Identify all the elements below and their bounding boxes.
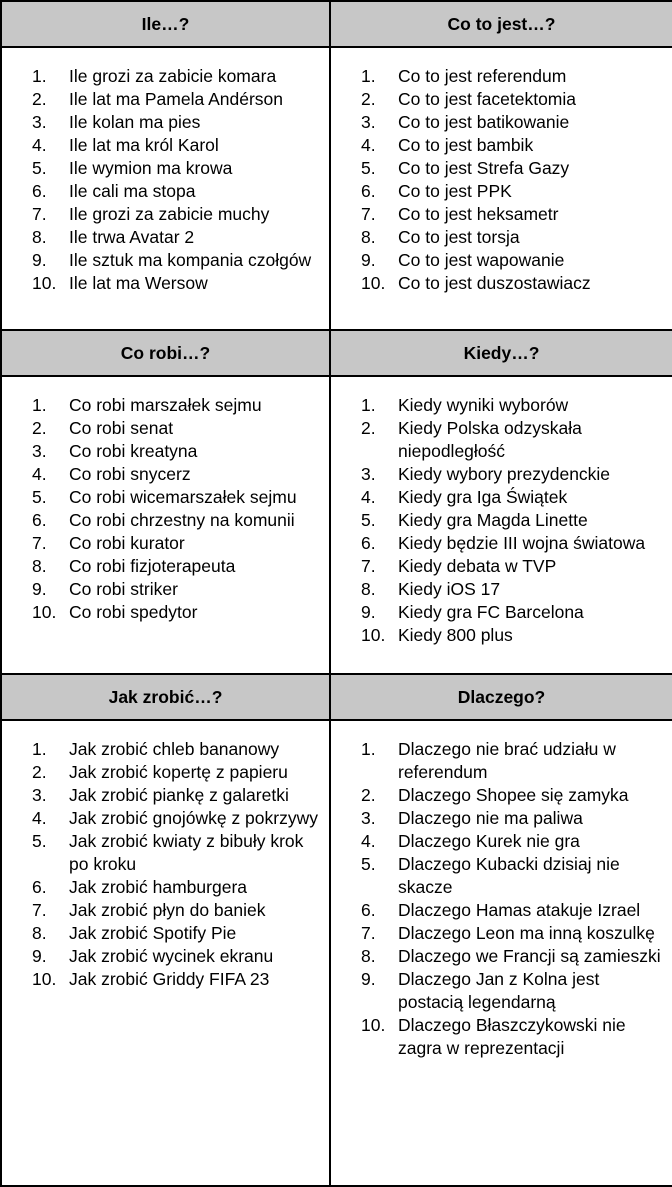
list-item	[2, 134, 329, 157]
list-item	[2, 830, 329, 876]
item-text: Kiedy Polska odzyskała niepodległość	[398, 418, 582, 461]
item-number: 3.	[32, 112, 47, 132]
item-text: Co to jest bambik	[398, 135, 534, 155]
item-text: Kiedy gra Iga Świątek	[398, 487, 568, 507]
item-number: 1.	[361, 739, 376, 759]
item-number: 7.	[32, 533, 47, 553]
item-number: 4.	[361, 831, 376, 851]
item-number: 7.	[361, 923, 376, 943]
item-number: 10.	[32, 969, 57, 989]
item-text: Jak zrobić chleb bananowy	[69, 739, 280, 759]
section-cell	[330, 720, 672, 1186]
item-text: Ile wymion ma krowa	[69, 158, 233, 178]
list-item	[331, 578, 672, 601]
item-text: Co to jest torsja	[398, 227, 520, 247]
item-number: 10.	[32, 602, 57, 622]
list-item	[331, 180, 672, 203]
item-text: Co to jest duszostawiacz	[398, 273, 591, 293]
item-text: Ile sztuk ma kompania czołgów	[69, 250, 312, 270]
item-text: Dlaczego Shopee się zamyka	[398, 785, 629, 805]
item-number: 10.	[361, 1015, 386, 1035]
item-text: Dlaczego Hamas atakuje Izrael	[398, 900, 641, 920]
list-item	[2, 180, 329, 203]
item-number: 7.	[32, 204, 47, 224]
item-number: 4.	[32, 135, 47, 155]
list-item	[331, 486, 672, 509]
item-text: Dlaczego Jan z Kolna jest postacią legendarną	[398, 969, 600, 1012]
item-text: Dlaczego Kubacki dzisiaj nie skacze	[398, 854, 620, 897]
item-number: 5.	[32, 487, 47, 507]
list-item	[2, 417, 329, 440]
item-text: Ile trwa Avatar 2	[69, 227, 195, 247]
item-text: Co to jest wapowanie	[398, 250, 565, 270]
item-number: 10.	[361, 625, 386, 645]
item-text: Kiedy iOS 17	[398, 579, 501, 599]
list-item	[331, 88, 672, 111]
item-text: Dlaczego Kurek nie gra	[398, 831, 580, 851]
item-text: Co robi striker	[69, 579, 178, 599]
list-item	[2, 601, 329, 624]
section-header: Co to jest…?	[330, 1, 672, 47]
list-item	[331, 532, 672, 555]
list-item	[331, 394, 672, 417]
item-number: 9.	[361, 250, 376, 270]
section-cell	[1, 47, 330, 330]
section-cell	[1, 376, 330, 674]
list-item	[2, 532, 329, 555]
list-item	[2, 440, 329, 463]
list-item	[331, 157, 672, 180]
item-number: 10.	[361, 273, 386, 293]
item-number: 4.	[361, 487, 376, 507]
item-number: 7.	[361, 556, 376, 576]
list-item	[331, 111, 672, 134]
list-item	[331, 249, 672, 272]
item-number: 1.	[32, 395, 47, 415]
item-text: Co robi snycerz	[69, 464, 191, 484]
item-number: 5.	[32, 158, 47, 178]
item-text: Jak zrobić Griddy FIFA 23	[69, 969, 270, 989]
item-text: Ile grozi za zabicie komara	[69, 66, 277, 86]
item-text: Jak zrobić Spotify Pie	[69, 923, 237, 943]
item-number: 6.	[32, 181, 47, 201]
item-number: 2.	[361, 89, 376, 109]
query-list	[331, 48, 672, 295]
item-text: Jak zrobić płyn do baniek	[69, 900, 266, 920]
item-text: Kiedy debata w TVP	[398, 556, 557, 576]
item-text: Kiedy będzie III wojna światowa	[398, 533, 646, 553]
list-item	[2, 899, 329, 922]
item-text: Jak zrobić piankę z galaretki	[69, 785, 289, 805]
section-cell	[330, 376, 672, 674]
item-number: 6.	[361, 533, 376, 553]
list-item	[2, 486, 329, 509]
item-text: Kiedy wyniki wyborów	[398, 395, 569, 415]
item-number: 8.	[361, 227, 376, 247]
item-number: 5.	[361, 510, 376, 530]
item-text: Jak zrobić gnojówkę z pokrzywy	[69, 808, 318, 828]
list-item	[331, 922, 672, 945]
item-number: 8.	[32, 923, 47, 943]
list-item	[331, 784, 672, 807]
list-item	[2, 509, 329, 532]
item-text: Dlaczego Błaszczykowski nie zagra w reprezentacji	[398, 1015, 626, 1058]
list-item	[2, 784, 329, 807]
item-number: 6.	[361, 900, 376, 920]
item-text: Co robi chrzestny na komunii	[69, 510, 295, 530]
list-item	[331, 738, 672, 784]
item-text: Kiedy wybory prezydenckie	[398, 464, 611, 484]
item-number: 8.	[32, 227, 47, 247]
list-item	[331, 417, 672, 463]
list-item	[2, 157, 329, 180]
list-item	[2, 249, 329, 272]
list-item	[331, 463, 672, 486]
item-text: Jak zrobić wycinek ekranu	[69, 946, 274, 966]
list-item	[2, 968, 329, 991]
item-text: Kiedy gra Magda Linette	[398, 510, 588, 530]
list-item	[331, 968, 672, 1014]
item-number: 4.	[32, 464, 47, 484]
item-number: 9.	[32, 579, 47, 599]
query-list	[2, 721, 329, 991]
list-item	[331, 272, 672, 295]
item-number: 5.	[32, 831, 47, 851]
item-number: 3.	[32, 441, 47, 461]
list-item	[2, 203, 329, 226]
list-item	[2, 555, 329, 578]
item-number: 1.	[361, 395, 376, 415]
item-text: Co to jest batikowanie	[398, 112, 570, 132]
item-text: Dlaczego nie brać udziału w referendum	[398, 739, 616, 782]
item-number: 9.	[32, 946, 47, 966]
item-number: 2.	[32, 418, 47, 438]
item-number: 8.	[361, 579, 376, 599]
list-item	[2, 945, 329, 968]
item-number: 7.	[361, 204, 376, 224]
list-item	[2, 463, 329, 486]
list-item	[2, 738, 329, 761]
list-item	[2, 226, 329, 249]
item-number: 3.	[361, 464, 376, 484]
list-item	[331, 853, 672, 899]
item-text: Co robi marszałek sejmu	[69, 395, 262, 415]
item-number: 9.	[32, 250, 47, 270]
item-number: 3.	[32, 785, 47, 805]
list-item	[2, 88, 329, 111]
list-item	[331, 945, 672, 968]
query-list	[2, 377, 329, 624]
item-number: 2.	[32, 762, 47, 782]
item-number: 5.	[361, 158, 376, 178]
section-header: Jak zrobić…?	[1, 674, 330, 720]
item-text: Co robi kreatyna	[69, 441, 198, 461]
query-list	[331, 377, 672, 647]
list-item	[2, 761, 329, 784]
query-list	[331, 721, 672, 1060]
list-item	[331, 555, 672, 578]
item-number: 6.	[361, 181, 376, 201]
section-header: Ile…?	[1, 1, 330, 47]
item-text: Co to jest heksametr	[398, 204, 559, 224]
item-text: Ile lat ma Pamela Andérson	[69, 89, 284, 109]
item-number: 2.	[32, 89, 47, 109]
item-number: 6.	[32, 877, 47, 897]
section-header: Kiedy…?	[330, 330, 672, 376]
list-item	[2, 876, 329, 899]
list-item	[331, 624, 672, 647]
item-number: 9.	[361, 969, 376, 989]
list-item	[331, 509, 672, 532]
list-item	[2, 922, 329, 945]
section-header: Dlaczego?	[330, 674, 672, 720]
item-number: 1.	[32, 66, 47, 86]
query-list	[2, 48, 329, 295]
item-text: Co to jest referendum	[398, 66, 567, 86]
section-cell	[330, 47, 672, 330]
item-text: Dlaczego Leon ma inną koszulkę	[398, 923, 655, 943]
list-item	[331, 65, 672, 88]
item-text: Co robi kurator	[69, 533, 185, 553]
item-number: 2.	[361, 418, 376, 438]
item-text: Co robi wicemarszałek sejmu	[69, 487, 297, 507]
item-number: 4.	[32, 808, 47, 828]
item-text: Dlaczego nie ma paliwa	[398, 808, 583, 828]
list-item	[2, 807, 329, 830]
list-item	[2, 65, 329, 88]
list-item	[2, 111, 329, 134]
item-number: 3.	[361, 808, 376, 828]
item-text: Jak zrobić hamburgera	[69, 877, 247, 897]
list-item	[331, 226, 672, 249]
item-number: 9.	[361, 602, 376, 622]
item-text: Co to jest Strefa Gazy	[398, 158, 570, 178]
item-number: 8.	[361, 946, 376, 966]
item-number: 1.	[32, 739, 47, 759]
section-cell	[1, 720, 330, 1186]
list-item	[2, 272, 329, 295]
list-item	[2, 578, 329, 601]
item-number: 5.	[361, 854, 376, 874]
item-text: Ile lat ma Wersow	[69, 273, 208, 293]
item-text: Ile lat ma król Karol	[69, 135, 219, 155]
list-item	[331, 830, 672, 853]
item-text: Kiedy gra FC Barcelona	[398, 602, 584, 622]
item-text: Co to jest PPK	[398, 181, 512, 201]
section-header: Co robi…?	[1, 330, 330, 376]
list-item	[331, 203, 672, 226]
list-item	[331, 134, 672, 157]
item-number: 4.	[361, 135, 376, 155]
item-text: Co to jest facetektomia	[398, 89, 576, 109]
item-number: 8.	[32, 556, 47, 576]
item-text: Ile grozi za zabicie muchy	[69, 204, 270, 224]
item-text: Jak zrobić kwiaty z bibuły krok po kroku	[69, 831, 304, 874]
list-item	[331, 807, 672, 830]
list-item	[331, 1014, 672, 1060]
item-text: Co robi fizjoterapeuta	[69, 556, 236, 576]
item-text: Kiedy 800 plus	[398, 625, 513, 645]
item-number: 6.	[32, 510, 47, 530]
item-text: Jak zrobić kopertę z papieru	[69, 762, 288, 782]
item-number: 3.	[361, 112, 376, 132]
item-text: Ile cali ma stopa	[69, 181, 196, 201]
item-text: Co robi spedytor	[69, 602, 198, 622]
item-text: Co robi senat	[69, 418, 174, 438]
list-item	[331, 899, 672, 922]
item-text: Ile kolan ma pies	[69, 112, 201, 132]
item-text: Dlaczego we Francji są zamieszki	[398, 946, 661, 966]
list-item	[2, 394, 329, 417]
item-number: 7.	[32, 900, 47, 920]
item-number: 10.	[32, 273, 57, 293]
item-number: 2.	[361, 785, 376, 805]
list-item	[331, 601, 672, 624]
item-number: 1.	[361, 66, 376, 86]
